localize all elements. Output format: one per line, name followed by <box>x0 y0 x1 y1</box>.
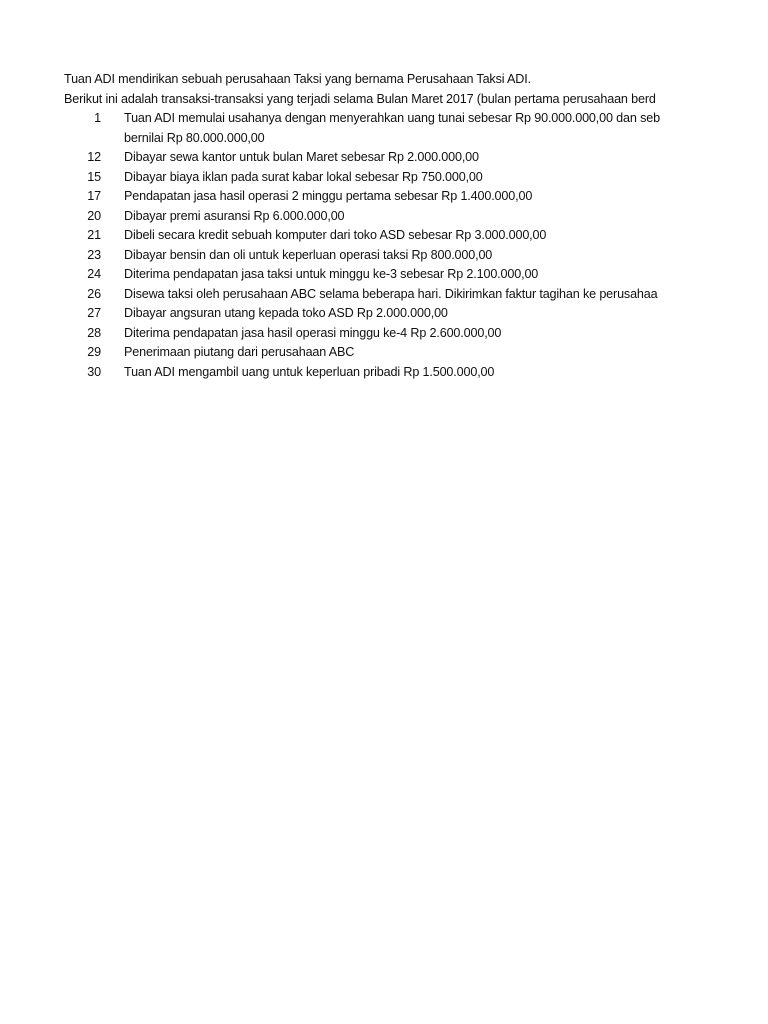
transaction-text: Dibeli secara kredit sebuah komputer dari toko ASD sebesar Rp 3.000.000,00 <box>124 228 547 242</box>
transaction-day: 21 <box>87 228 101 242</box>
transaction-row-15 <box>64 168 670 188</box>
document-body <box>64 70 670 382</box>
transaction-day: 23 <box>87 247 101 262</box>
transaction-text: Dibayar bensin dan oli untuk keperluan operasi taksi Rp 800.000,00 <box>124 247 493 262</box>
transaction-text: Dibayar premi asuransi Rp 6.000.000,00 <box>124 208 345 223</box>
transaction-row-30 <box>64 363 670 383</box>
transaction-text <box>124 109 670 148</box>
transaction-day: 27 <box>87 306 101 320</box>
transaction-day: 20 <box>87 208 101 223</box>
transaction-text: Diterima pendapatan jasa hasil operasi minggu ke-4 Rp 2.600.000,00 <box>124 325 502 340</box>
transaction-day: 29 <box>87 345 101 359</box>
transaction-text-line: Tuan ADI memulai usahanya dengan menyerahkan uang tunai sebesar Rp 90.000.000,00 dan seb <box>124 111 660 125</box>
transaction-text: Tuan ADI mengambil uang untuk keperluan pribadi Rp 1.500.000,00 <box>124 364 495 379</box>
transaction-row-20 <box>64 207 670 227</box>
transaction-row-12 <box>64 148 670 168</box>
transaction-day: 17 <box>87 189 101 203</box>
transaction-row-29 <box>64 343 670 363</box>
transaction-row-21 <box>64 226 670 246</box>
transaction-day: 24 <box>87 267 101 281</box>
transaction-row-26 <box>64 285 670 305</box>
transaction-day: 15 <box>87 169 101 184</box>
transaction-day: 26 <box>87 286 101 301</box>
transaction-text: Dibayar biaya iklan pada surat kabar lokal sebesar Rp 750.000,00 <box>124 169 483 184</box>
intro-line-2: Berikut ini adalah transaksi-transaksi yang terjadi selama Bulan Maret 2017 (bulan pertama perusahaan berd <box>64 91 656 106</box>
transaction-text: Penerimaan piutang dari perusahaan ABC <box>124 345 355 359</box>
transaction-row-28 <box>64 324 670 344</box>
transaction-row-23 <box>64 246 670 266</box>
transaction-text: Dibayar angsuran utang kepada toko ASD Rp 2.000.000,00 <box>124 306 448 320</box>
transaction-day: 12 <box>87 150 101 164</box>
transaction-row-24 <box>64 265 670 285</box>
transaction-row-17 <box>64 187 670 207</box>
transaction-day: 1 <box>94 111 101 125</box>
transaction-day: 28 <box>87 325 101 340</box>
transaction-text: Pendapatan jasa hasil operasi 2 minggu pertama sebesar Rp 1.400.000,00 <box>124 189 533 203</box>
transaction-row-1 <box>64 109 670 148</box>
transaction-day: 30 <box>87 364 101 379</box>
transaction-text: Dibayar sewa kantor untuk bulan Maret sebesar Rp 2.000.000,00 <box>124 150 479 164</box>
intro-line-1: Tuan ADI mendirikan sebuah perusahaan Taksi yang bernama Perusahaan Taksi ADI. <box>64 72 531 86</box>
transaction-text: Disewa taksi oleh perusahaan ABC selama beberapa hari. Dikirimkan faktur tagihan ke perusahaa <box>124 286 658 301</box>
transaction-text-continuation: bernilai Rp 80.000.000,00 <box>124 130 265 145</box>
transaction-row-27 <box>64 304 670 324</box>
transaction-text: Diterima pendapatan jasa taksi untuk minggu ke-3 sebesar Rp 2.100.000,00 <box>124 267 539 281</box>
